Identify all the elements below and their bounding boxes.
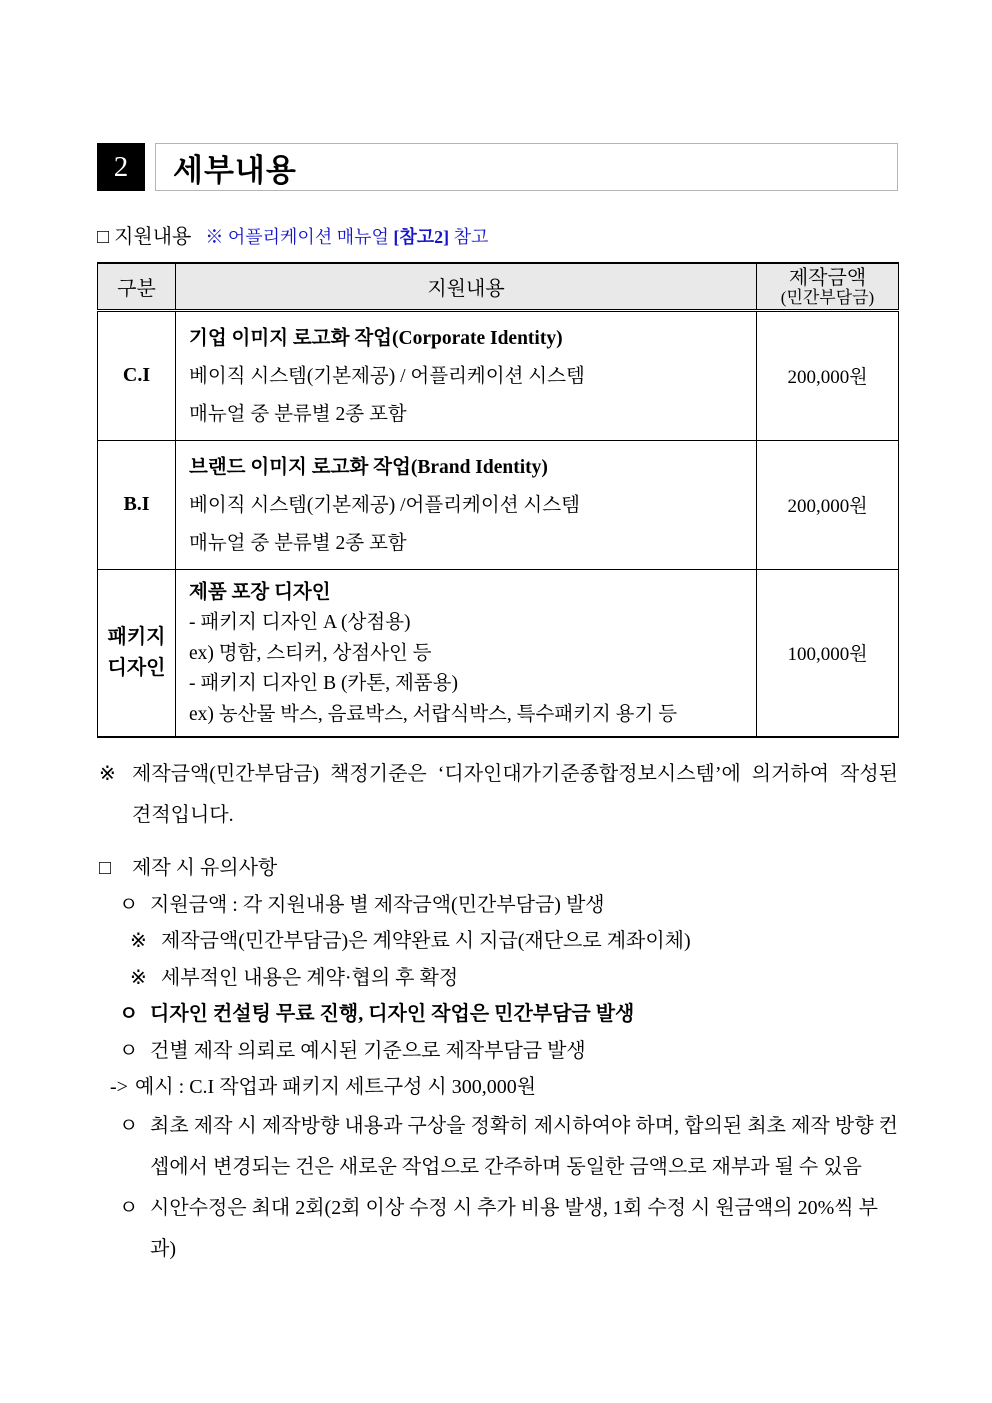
table-row-package-design: [98, 569, 899, 737]
row-content-title: 브랜드 이미지 로고화 작업(Brand Identity): [189, 456, 548, 478]
note-text: 지원금액 : 각 지원내용 별 제작금액(민간부담금) 발생: [150, 893, 605, 916]
note-example: [110, 1069, 898, 1106]
row-content-line: ex) 농산물 박스, 음료박스, 서랍식박스, 특수패키지 용기 등: [189, 703, 678, 725]
note-marker: □: [99, 857, 112, 879]
row-content: [176, 310, 757, 440]
note-marker: ※: [99, 763, 116, 785]
col-header-category: 구분: [98, 263, 176, 310]
note-marker: ※: [130, 930, 147, 952]
row-content-line: - 패키지 디자인 A (상점용): [189, 612, 411, 633]
note-marker: ㅇ: [119, 1039, 139, 1062]
note-marker: ㅇ: [119, 893, 139, 916]
row-category-line: 디자인: [107, 656, 166, 679]
note-per-case-fee: [119, 1033, 898, 1070]
row-content-line: 매뉴얼 중 분류별 2종 포함: [189, 532, 407, 554]
col-header-price-line2: (민간부담금): [780, 287, 875, 307]
col-header-price: [757, 263, 899, 310]
note-text: 최초 제작 시 제작방향 내용과 구상을 정확히 제시하여야 하며, 합의된 최초 제작 방향 컨셉에서 변경되는 건은 새로운 작업으로 간주하며 동일한 금액으로 재부과 될 수 있음: [150, 1114, 898, 1178]
row-content-line: - 패키지 디자인 B (카톤, 제품용): [189, 673, 458, 694]
note-text: 제작 시 유의사항: [132, 857, 278, 879]
support-contents-table: [97, 262, 899, 738]
row-content: [176, 569, 757, 737]
note-text: 제작금액(민간부담금) 책정기준은 ‘디자인대가기준종합정보시스템’에 의거하여 작성된 견적입니다.: [132, 763, 898, 826]
row-content-title: 제품 포장 디자인: [189, 581, 331, 603]
manual-reference-ref[interactable]: [참고2]: [393, 227, 450, 247]
row-content-line: 베이직 시스템(기본제공) /어플리케이션 시스템: [189, 494, 580, 516]
note-support-amount: [119, 887, 898, 924]
manual-reference-prefix: ※ 어플리케이션 매뉴얼: [205, 227, 394, 247]
note-revision-limit: [119, 1188, 898, 1270]
row-content-title: 기업 이미지 로고화 작업(Corporate Identity): [189, 327, 563, 349]
note-pricing-basis: [99, 754, 898, 836]
table-header-row: [98, 263, 899, 310]
note-text: 건별 제작 의뢰로 예시된 기준으로 제작부담금 발생: [150, 1039, 586, 1062]
note-marker: ㅇ: [119, 1114, 139, 1137]
note-caution-heading: [99, 850, 898, 887]
note-text: 시안수정은 최대 2회(2회 이상 수정 시 추가 비용 발생, 1회 수정 시 원금액의 20%씩 부과): [150, 1196, 878, 1260]
note-text: 제작금액(민간부담금)은 계약완료 시 지급(재단으로 계좌이체): [161, 930, 691, 952]
table-row-ci: [98, 310, 899, 440]
col-header-content: 지원내용: [176, 263, 757, 310]
row-category: [98, 569, 176, 737]
note-payment-timing: [130, 923, 898, 960]
intro-line: [97, 220, 898, 249]
note-text: 디자인 컨설팅 무료 진행, 디자인 작업은 민간부담금 발생: [150, 1003, 635, 1025]
row-category-line: 패키지: [107, 625, 166, 648]
row-category-line: B.I: [123, 493, 150, 515]
note-marker: ㅇ: [119, 1196, 139, 1219]
intro-label: □ 지원내용: [97, 226, 192, 248]
row-content-line: ex) 명함, 스티커, 상점사인 등: [189, 642, 432, 664]
note-text: 예시 : C.I 작업과 패키지 세트구성 시 300,000원: [135, 1076, 537, 1098]
note-marker: ※: [130, 966, 147, 989]
section-number-badge: 2: [97, 143, 145, 191]
row-category: [98, 440, 176, 569]
note-text: 세부적인 내용은 계약·협의 후 확정: [161, 966, 459, 989]
row-category: [98, 310, 176, 440]
table-row-bi: [98, 440, 899, 569]
manual-reference-suffix: 참고: [449, 227, 489, 247]
row-price: 100,000원: [757, 569, 899, 737]
col-header-price-line1: 제작금액: [788, 266, 867, 289]
note-initial-direction: [119, 1106, 898, 1188]
row-content-line: 베이직 시스템(기본제공) / 어플리케이션 시스템: [189, 365, 585, 387]
row-price: 200,000원: [757, 440, 899, 569]
row-content: [176, 440, 757, 569]
row-content-line: 매뉴얼 중 분류별 2종 포함: [189, 403, 407, 425]
note-details-confirmation: [130, 960, 898, 997]
section-title: 세부내용: [173, 152, 297, 188]
section-title-box: [155, 143, 898, 191]
manual-reference-link[interactable]: [205, 227, 488, 247]
note-marker: ㅇ: [119, 1003, 139, 1025]
note-free-consulting: [119, 996, 898, 1033]
section-header: [97, 143, 898, 191]
row-price: 200,000원: [757, 310, 899, 440]
notes-section: [97, 754, 898, 1270]
note-marker: ->: [110, 1076, 128, 1098]
row-category-line: C.I: [122, 364, 151, 386]
